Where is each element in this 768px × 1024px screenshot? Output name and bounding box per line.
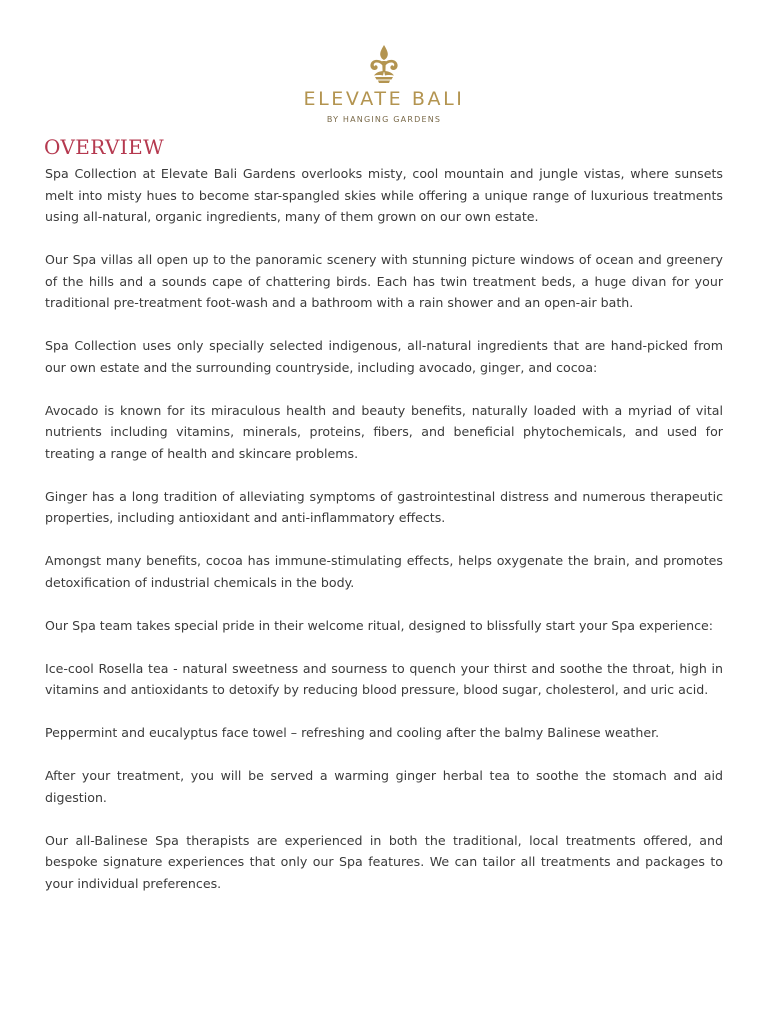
paragraph-cocoa: Amongst many benefits, cocoa has immune-stimulating effects, helps oxygenate the brain, and promotes detoxification of industrial chemicals in the body. [45,553,723,590]
paragraph-ginger: Ginger has a long tradition of alleviating symptoms of gastrointestinal distress and numerous therapeutic properties, including antioxidant and anti-inflammatory effects. [45,488,723,525]
page-title: OVERVIEW [44,135,165,159]
paragraph-intro: Spa Collection at Elevate Bali Gardens overlooks misty, cool mountain and jungle vistas, where sunsets melt into misty hues to become star-spangled skies while offering a unique range of luxurious treatments using all-natural, organic ingredients, many of them grown on our own estate. [45,166,723,224]
paragraph-face-towel: Peppermint and eucalyptus face towel – refreshing and cooling after the balmy Balinese weather. [45,725,660,740]
paragraph-avocado: Avocado is known for its miraculous health and beauty benefits, naturally loaded with a myriad of vital nutrients including vitamins, minerals, proteins, fibers, and beneficial phytochemicals, and used for treating a range of health and skincare problems. [45,402,723,461]
brand-tagline: BY HANGING GARDENS [326,115,442,124]
brand-logo [0,44,768,125]
paragraph-herbal-tea: After your treatment, you will be served a warming ginger herbal tea to soothe the stomach and aid digestion. [45,768,723,805]
paragraph-villas: Our Spa villas all open up to the panoramic scenery with stunning picture windows of ocean and greenery of the hills and a sounds cape of chattering birds. Each has twin treatment beds, a huge divan for your traditional pre-treatment foot-wash and a bathroom with a rain shower and an open-air bath. [45,252,723,310]
paragraph-rosella-tea: Ice-cool Rosella tea - natural sweetness and sourness to quench your thirst and soothe the throat, high in vitamins and antioxidants to detoxify by reducing blood pressure, blood sugar, cholesterol, and uric acid. [45,660,723,697]
paragraph-welcome-ritual: Our Spa team takes special pride in their welcome ritual, designed to blissfully start your Spa experience: [45,617,714,633]
paragraph-ingredients: Spa Collection uses only specially selected indigenous, all-natural ingredients that are hand-picked from our own estate and the surrounding countryside, including avocado, ginger, and cocoa: [45,338,723,375]
ornament-icon [367,44,401,84]
overview-body [45,163,723,916]
paragraph-therapists: Our all-Balinese Spa therapists are experienced in both the traditional, local treatments offered, and bespoke signature experiences that only our Spa features. We can tailor all treatments and packages to your individual preferences. [45,832,723,891]
brand-name: ELEVATE BALI [303,88,465,110]
